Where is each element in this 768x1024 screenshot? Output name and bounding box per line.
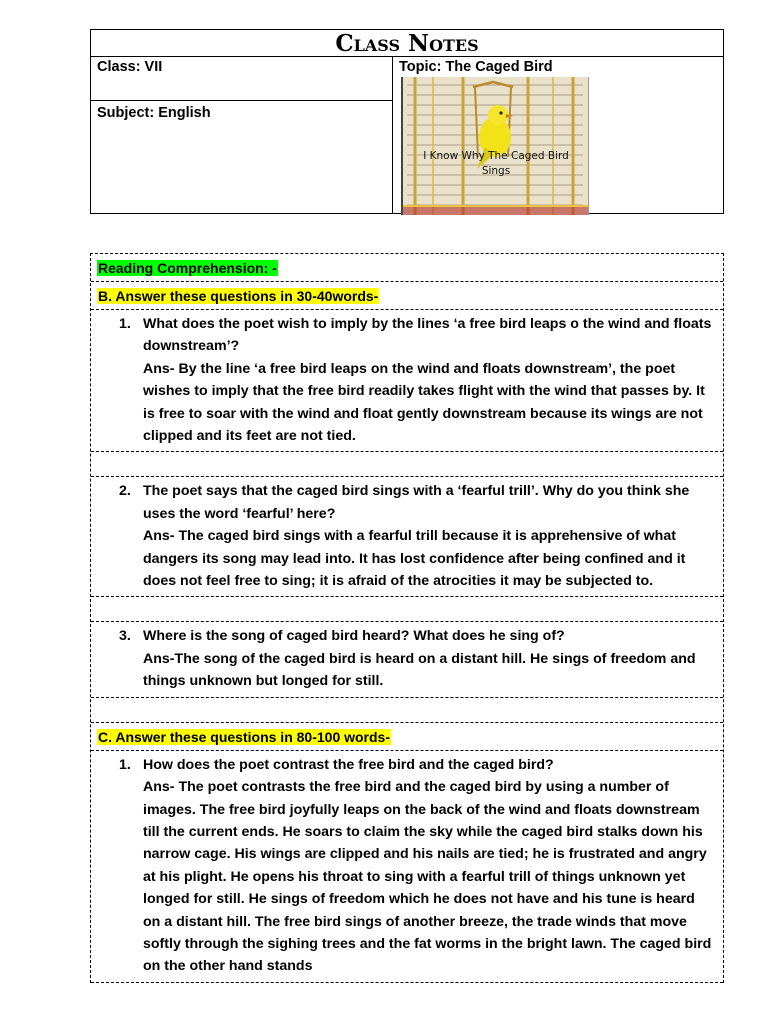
section-c-heading-row bbox=[91, 723, 723, 751]
answer-text: Ans- The poet contrasts the free bird and the caged bird by using a number of images. The free bird joyfully leaps on the back of the wind and floats downstream till the current ends. He soars to claim the sky while the caged bird stalks down his narrow cage. His wings are clipped and his nails are tied; he is frustrated and angry at his plight. He opens his throat to sing with a fearful trill of things unknown yet longed for still. He sings of freedom which he does not have and his tune is heard on a distant hill. The free bird sings of another breeze, the trade winds that move softly through the sighing trees and the fat worms in the bright lawn. The caged bird on the other hand stands bbox=[143, 779, 712, 975]
question-b2 bbox=[91, 477, 723, 597]
question-text: Where is the song of caged bird heard? What does he sing of? bbox=[143, 628, 565, 645]
question-b1 bbox=[91, 310, 723, 452]
section-b-heading-row bbox=[91, 282, 723, 310]
class-label: Class: VII bbox=[91, 57, 392, 101]
question-c1 bbox=[91, 751, 723, 983]
question-b3 bbox=[91, 622, 723, 697]
header-right-cell bbox=[393, 57, 723, 213]
question-number: 2. bbox=[119, 483, 131, 500]
answer-text: Ans- The caged bird sings with a fearful trill because it is apprehensive of what dangers its song may lead into. It has lost confidence after being confined and it does not feel free to sing; it is afraid of the atrocities it may be subjected to. bbox=[143, 528, 686, 590]
topic-label: Topic: The Caged Bird bbox=[399, 59, 553, 75]
book-cover-art bbox=[403, 77, 588, 215]
header-left-cell bbox=[91, 57, 393, 213]
subject-label: Subject: English bbox=[97, 105, 211, 121]
cover-caption: I Know Why The Caged Bird Sings bbox=[423, 150, 569, 177]
page-title: Class Notes bbox=[91, 30, 723, 57]
spacer-row bbox=[91, 698, 723, 723]
answer-text: Ans- By the line ‘a free bird leaps on the wind and floats downstream’, the poet wishes to imply that the free bird readily takes flight with the wind that passes by. It is free to soar with the wind and float gently downstream because its wings are not clipped and its feet are not tied. bbox=[143, 360, 705, 445]
question-text: How does the poet contrast the free bird and the caged bird? bbox=[143, 756, 554, 773]
question-text: The poet says that the caged bird sings with a ‘fearful trill’. Why do you think she uses the word ‘fearful’ here? bbox=[143, 483, 690, 522]
reading-heading: Reading Comprehension: - bbox=[98, 260, 277, 276]
question-number: 1. bbox=[119, 756, 131, 773]
question-number: 3. bbox=[119, 628, 131, 645]
spacer-row bbox=[91, 597, 723, 622]
question-number: 1. bbox=[119, 316, 131, 332]
question-text: What does the poet wish to imply by the lines ‘a free bird leaps o the wind and floats downstream’? bbox=[143, 316, 712, 355]
section-c-heading: C. Answer these questions in 80-100 words- bbox=[98, 728, 391, 745]
spacer-row bbox=[91, 452, 723, 477]
header-table bbox=[90, 29, 724, 214]
reading-comprehension-table bbox=[90, 253, 724, 983]
section-b-heading: B. Answer these questions in 30-40words- bbox=[98, 288, 379, 304]
book-cover-image bbox=[401, 77, 589, 215]
reading-heading-row bbox=[91, 254, 723, 282]
answer-text: Ans-The song of the caged bird is heard on a distant hill. He sings of freedom and things unknown but longed for still. bbox=[143, 650, 696, 690]
